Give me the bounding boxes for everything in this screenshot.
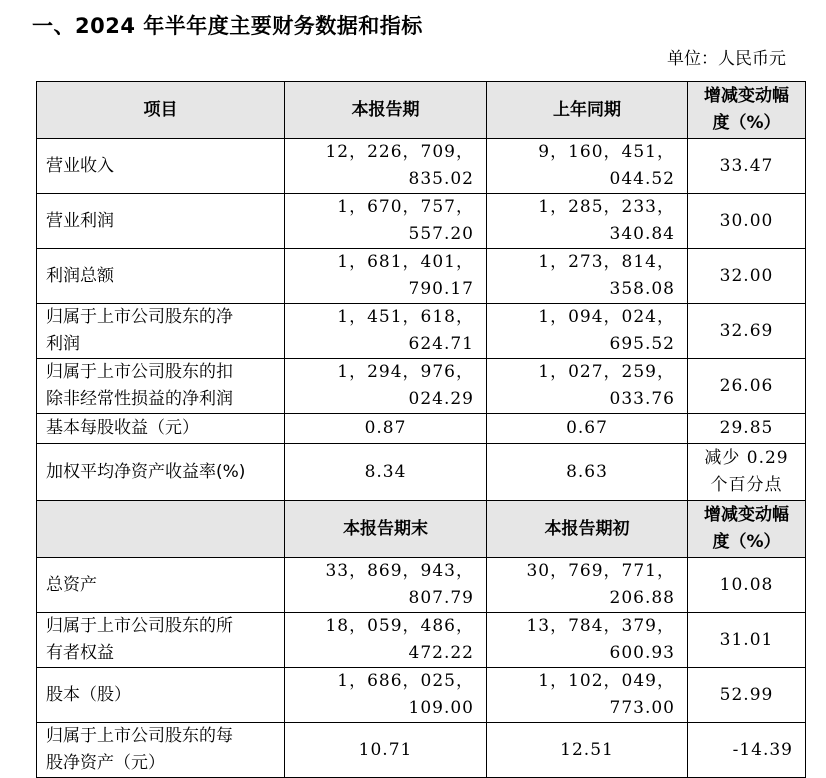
table-row [37, 444, 806, 501]
section-heading: 一、2024 年半年度主要财务数据和指标 [32, 14, 423, 38]
change-value-line2: 个百分点 [710, 475, 783, 495]
table-header-row [37, 82, 806, 139]
current-value: 18，059，486，472.22 [285, 613, 487, 668]
previous-value: 0.67 [487, 414, 688, 444]
table-row [37, 558, 806, 613]
row-label-line2: 利润 [46, 334, 80, 354]
row-label: 加权平均净资产收益率(%) [37, 444, 285, 501]
previous-value: 1，285，233，340.84 [487, 194, 688, 249]
financial-data-table [36, 81, 806, 778]
table-subheader-row [37, 501, 806, 558]
column-header-item: 项目 [37, 82, 285, 139]
row-label-line1: 归属于上市公司股东的净 [46, 307, 233, 327]
current-value: 12，226，709，835.02 [285, 139, 487, 194]
change-value: 29.85 [688, 414, 806, 444]
column-header-change-line1: 增减变动幅 [704, 505, 789, 525]
row-label-line2: 除非经常性损益的净利润 [46, 389, 233, 409]
table-row [37, 613, 806, 668]
change-value: 26.06 [688, 359, 806, 414]
blank-header-cell [37, 501, 285, 558]
current-value: 33，869，943，807.79 [285, 558, 487, 613]
change-value: 10.08 [688, 558, 806, 613]
row-label [37, 359, 285, 414]
previous-value: 1，102，049，773.00 [487, 668, 688, 723]
table-row [37, 304, 806, 359]
previous-value: 12.51 [487, 723, 688, 778]
row-label-line1: 归属于上市公司股东的扣 [46, 362, 233, 382]
table-row [37, 139, 806, 194]
row-label-line1: 归属于上市公司股东的每 [46, 726, 233, 746]
table-row [37, 194, 806, 249]
column-header-change-line1: 增减变动幅 [704, 86, 789, 106]
previous-value: 1，273，814，358.08 [487, 249, 688, 304]
table-row [37, 359, 806, 414]
row-label: 利润总额 [37, 249, 285, 304]
previous-value: 13，784，379，600.93 [487, 613, 688, 668]
table-row [37, 723, 806, 778]
column-header-change-percent [688, 82, 806, 139]
row-label: 股本（股） [37, 668, 285, 723]
column-header-period-end: 本报告期末 [285, 501, 487, 558]
row-label [37, 304, 285, 359]
current-value: 1，670，757，557.20 [285, 194, 487, 249]
row-label: 总资产 [37, 558, 285, 613]
row-label: 基本每股收益（元） [37, 414, 285, 444]
row-label: 营业利润 [37, 194, 285, 249]
row-label-line1: 归属于上市公司股东的所 [46, 616, 233, 636]
previous-value: 1，027，259，033.76 [487, 359, 688, 414]
previous-value: 9，160，451，044.52 [487, 139, 688, 194]
column-header-prior-year-period: 上年同期 [487, 82, 688, 139]
change-value: 32.69 [688, 304, 806, 359]
change-value-line1: 减少 0.29 [704, 448, 789, 468]
column-header-change-line2: 度（%） [712, 532, 781, 552]
table-row [37, 668, 806, 723]
current-value: 0.87 [285, 414, 487, 444]
row-label: 营业收入 [37, 139, 285, 194]
current-value: 1，294，976，024.29 [285, 359, 487, 414]
current-value: 1，681，401，790.17 [285, 249, 487, 304]
column-header-change-line2: 度（%） [712, 113, 781, 133]
row-label [37, 613, 285, 668]
column-header-period-start: 本报告期初 [487, 501, 688, 558]
column-header-current-period: 本报告期 [285, 82, 487, 139]
row-label [37, 723, 285, 778]
currency-unit-label: 单位：人民币元 [667, 49, 786, 69]
change-value: 32.00 [688, 249, 806, 304]
current-value: 1，451，618，624.71 [285, 304, 487, 359]
table-row [37, 414, 806, 444]
change-value: 52.99 [688, 668, 806, 723]
previous-value: 30，769，771，206.88 [487, 558, 688, 613]
change-value: -14.39 [688, 723, 806, 778]
change-value: 30.00 [688, 194, 806, 249]
current-value: 1，686，025，109.00 [285, 668, 487, 723]
previous-value: 8.63 [487, 444, 688, 501]
current-value: 8.34 [285, 444, 487, 501]
change-value: 33.47 [688, 139, 806, 194]
row-label-line2: 有者权益 [46, 643, 114, 663]
change-value: 31.01 [688, 613, 806, 668]
column-header-change-percent [688, 501, 806, 558]
current-value: 10.71 [285, 723, 487, 778]
previous-value: 1，094，024，695.52 [487, 304, 688, 359]
row-label-line2: 股净资产（元） [46, 753, 165, 773]
change-value [688, 444, 806, 501]
table-row [37, 249, 806, 304]
